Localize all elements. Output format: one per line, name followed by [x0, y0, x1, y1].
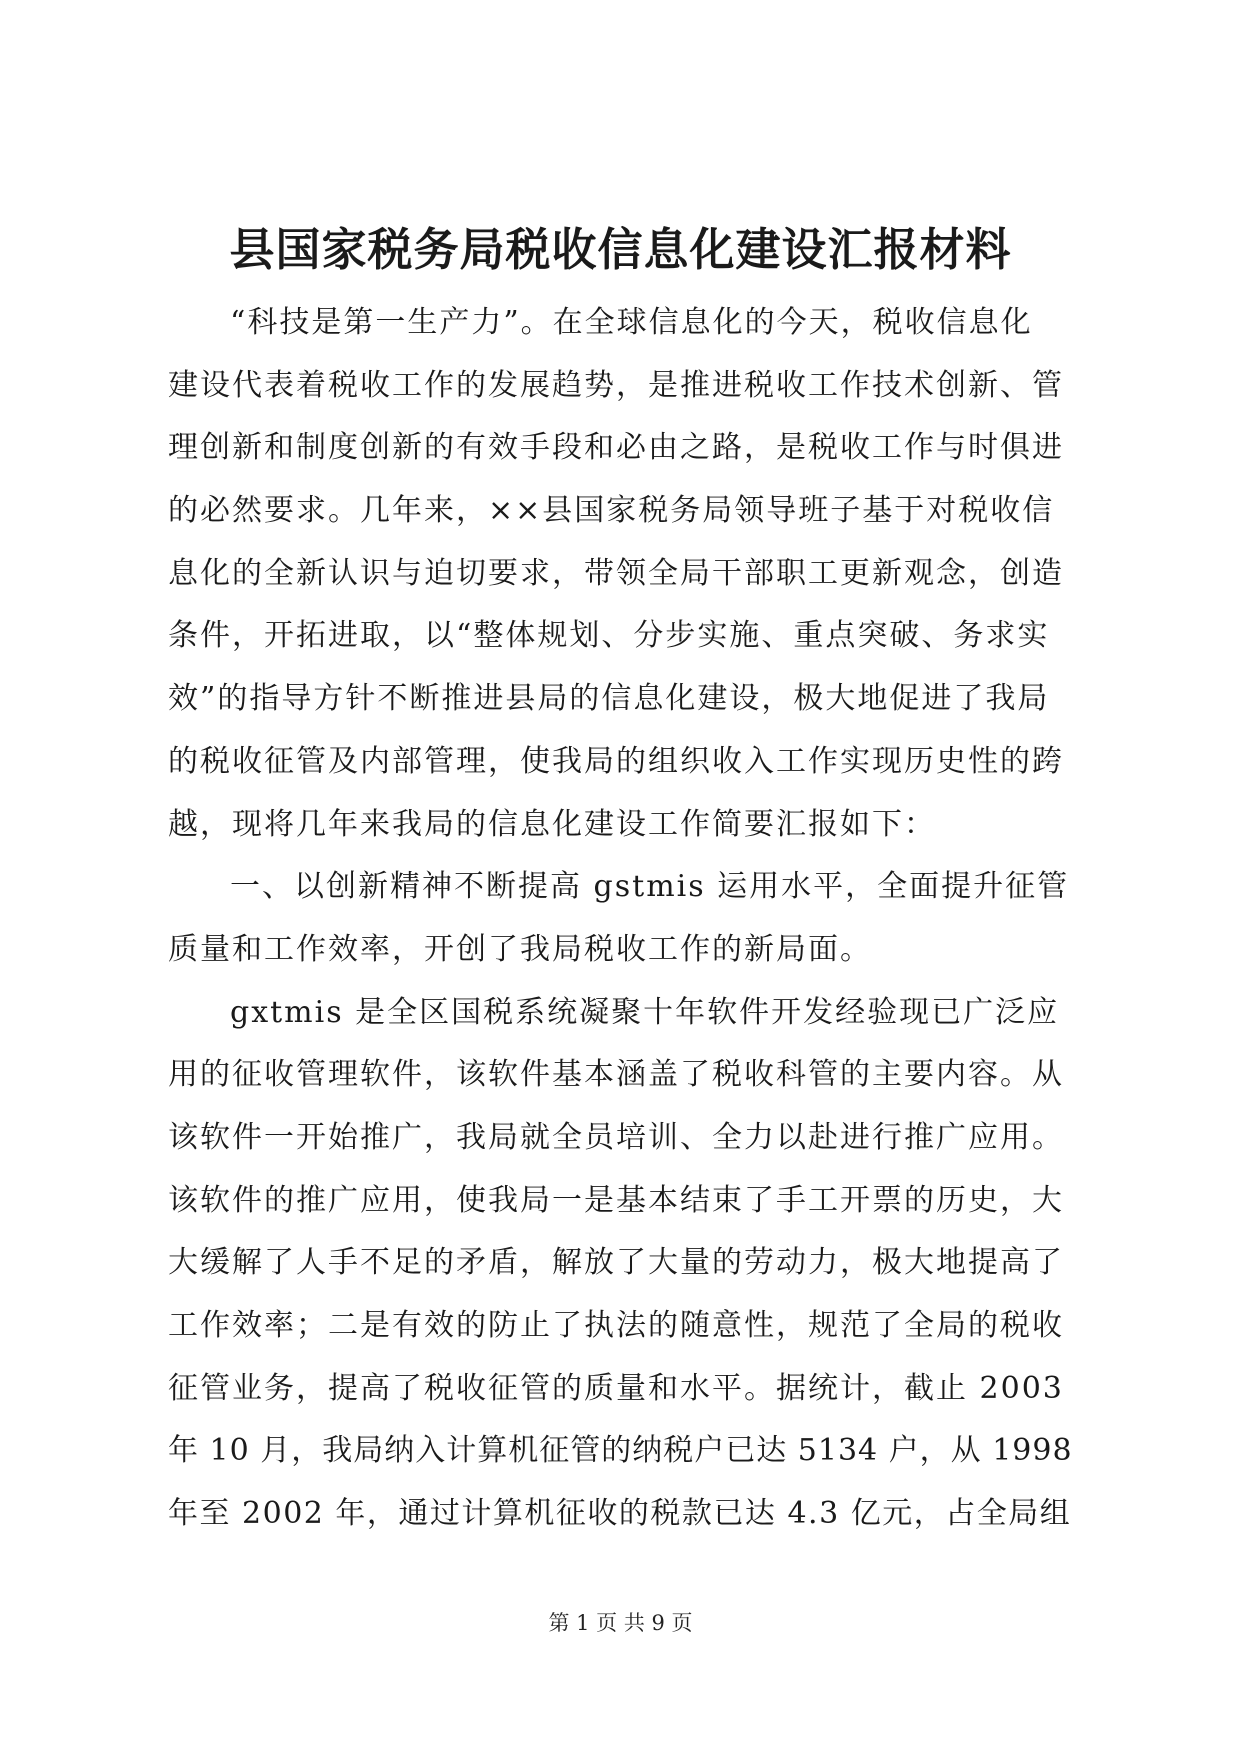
text-line: 年至 2002 年，通过计算机征收的税款已达 4.3 亿元，占全局组: [168, 1496, 1072, 1532]
text-line: “科技是第一生产力”。在全球信息化的今天，税收信息化: [230, 305, 1033, 340]
text-line: 的必然要求。几年来，××县国家税务局领导班子基于对税收信: [168, 493, 1055, 529]
text-line: 越，现将几年来我局的信息化建设工作简要汇报如下：: [168, 806, 936, 842]
document-body: [168, 292, 1084, 1546]
text-line: 效”的指导方针不断推进县局的信息化建设，极大地促进了我局: [168, 681, 1050, 717]
text-line: 该软件的推广应用，使我局一是基本结束了手工开票的历史，大: [168, 1182, 1064, 1218]
text-line: 征管业务，提高了税收征管的质量和水平。据统计，截止 2003: [168, 1370, 1064, 1406]
text-line: gxtmis 是全区国税系统凝聚十年软件开发经验现已广泛应: [230, 994, 1060, 1030]
text-line: 用的征收管理软件，该软件基本涵盖了税收科管的主要内容。从: [168, 1057, 1064, 1093]
text-line: 年 10 月，我局纳入计算机征管的纳税户已达 5134 户，从 1998: [168, 1433, 1073, 1469]
text-line: 大缓解了人手不足的矛盾，解放了大量的劳动力，极大地提高了: [168, 1245, 1064, 1281]
page-number-footer: 第 1 页 共 9 页: [548, 1611, 693, 1635]
text-line: 的税收征管及内部管理，使我局的组织收入工作实现历史性的跨: [168, 743, 1064, 779]
text-line: 该软件一开始推广，我局就全员培训、全力以赴进行推广应用。: [168, 1119, 1064, 1155]
text-line: 理创新和制度创新的有效手段和必由之路，是税收工作与时俱进: [168, 430, 1064, 466]
text-line: 息化的全新认识与迫切要求，带领全局干部职工更新观念，创造: [168, 555, 1064, 591]
text-line: 建设代表着税收工作的发展趋势，是推进税收工作技术创新、管: [168, 367, 1064, 403]
section-heading-line: 质量和工作效率，开创了我局税收工作的新局面。: [168, 931, 872, 967]
document-title: 县国家税务局税收信息化建设汇报材料: [229, 223, 1012, 276]
section-heading-line: 一、以创新精神不断提高 gstmis 运用水平，全面提升征管: [230, 869, 1070, 905]
text-line: 工作效率；二是有效的防止了执法的随意性，规范了全局的税收: [168, 1308, 1064, 1343]
text-line: 条件，开拓进取，以“整体规划、分步实施、重点突破、务求实: [168, 618, 1050, 654]
